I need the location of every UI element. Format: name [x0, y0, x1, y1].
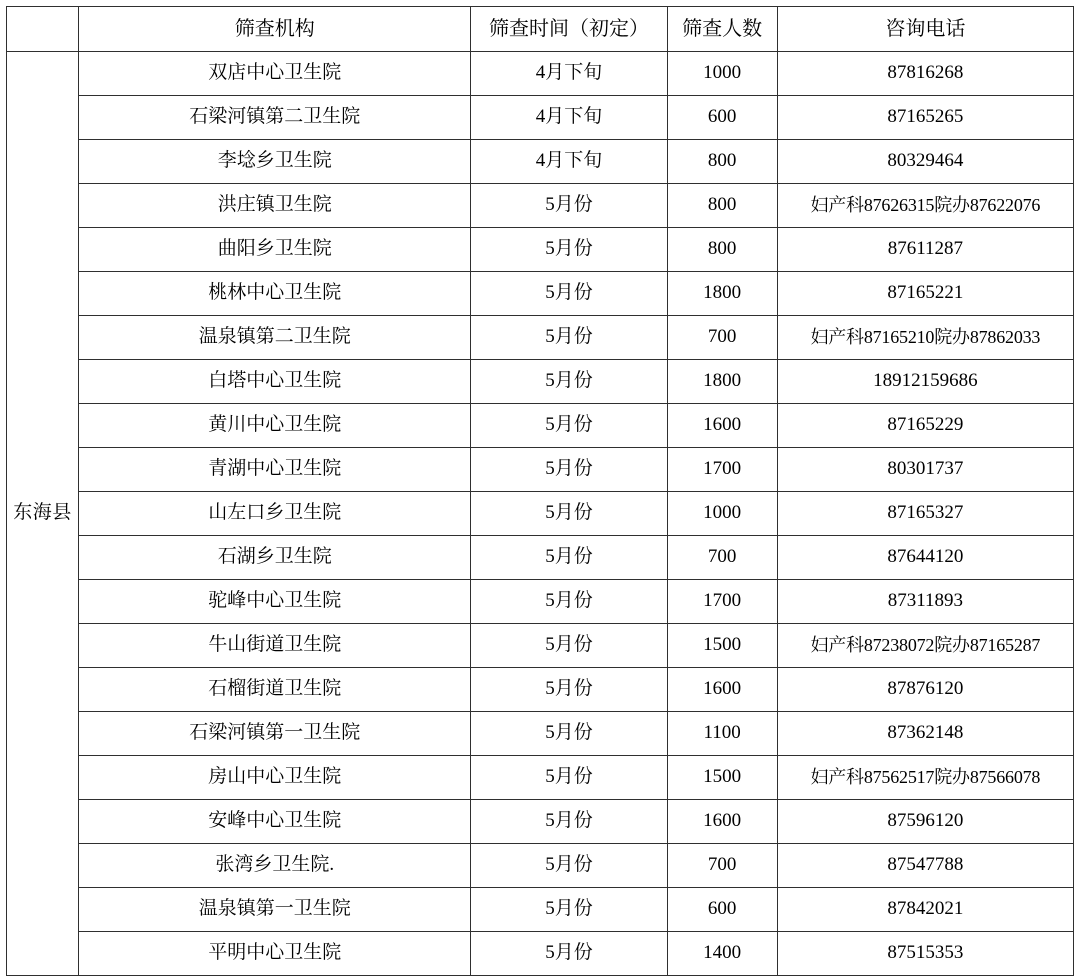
organization-cell: 石梁河镇第二卫生院: [79, 96, 471, 140]
table-row: [7, 712, 1074, 756]
count-cell: 1400: [667, 932, 777, 976]
organization-cell: 桃林中心卫生院: [79, 272, 471, 316]
time-cell: 4月下旬: [471, 96, 667, 140]
time-cell: 4月下旬: [471, 52, 667, 96]
count-cell: 1000: [667, 52, 777, 96]
phone-cell: 87165229: [777, 404, 1073, 448]
time-cell: 5月份: [471, 536, 667, 580]
table-row: [7, 492, 1074, 536]
count-cell: 1600: [667, 800, 777, 844]
phone-cell: 87165265: [777, 96, 1073, 140]
time-cell: 5月份: [471, 228, 667, 272]
table-row: [7, 932, 1074, 976]
table-row: [7, 140, 1074, 184]
header-organization: 筛查机构: [79, 7, 471, 52]
organization-cell: 温泉镇第二卫生院: [79, 316, 471, 360]
count-cell: 1500: [667, 624, 777, 668]
phone-cell: 87876120: [777, 668, 1073, 712]
header-time: 筛查时间（初定）: [471, 7, 667, 52]
phone-cell: 87165221: [777, 272, 1073, 316]
time-cell: 5月份: [471, 932, 667, 976]
time-cell: 5月份: [471, 272, 667, 316]
time-cell: 5月份: [471, 888, 667, 932]
phone-cell: 87611287: [777, 228, 1073, 272]
table-row: [7, 448, 1074, 492]
table-row: [7, 800, 1074, 844]
phone-cell: 87816268: [777, 52, 1073, 96]
time-cell: 5月份: [471, 360, 667, 404]
organization-cell: 牛山街道卫生院: [79, 624, 471, 668]
table-row: [7, 756, 1074, 800]
count-cell: 800: [667, 228, 777, 272]
region-cell: 东海县: [7, 52, 79, 976]
table-row: [7, 844, 1074, 888]
organization-cell: 黄川中心卫生院: [79, 404, 471, 448]
time-cell: 5月份: [471, 492, 667, 536]
phone-cell: 87515353: [777, 932, 1073, 976]
count-cell: 1500: [667, 756, 777, 800]
phone-cell: 80329464: [777, 140, 1073, 184]
phone-cell: 80301737: [777, 448, 1073, 492]
time-cell: 5月份: [471, 844, 667, 888]
count-cell: 600: [667, 96, 777, 140]
header-count: 筛查人数: [667, 7, 777, 52]
count-cell: 1600: [667, 668, 777, 712]
organization-cell: 曲阳乡卫生院: [79, 228, 471, 272]
organization-cell: 山左口乡卫生院: [79, 492, 471, 536]
phone-cell: 妇产科87238072院办87165287: [777, 624, 1073, 668]
table-row: [7, 888, 1074, 932]
table-row: [7, 360, 1074, 404]
count-cell: 600: [667, 888, 777, 932]
table-row: [7, 96, 1074, 140]
count-cell: 800: [667, 184, 777, 228]
time-cell: 5月份: [471, 580, 667, 624]
phone-cell: 妇产科87165210院办87862033: [777, 316, 1073, 360]
count-cell: 1700: [667, 448, 777, 492]
table-row: [7, 668, 1074, 712]
time-cell: 5月份: [471, 712, 667, 756]
count-cell: 1800: [667, 272, 777, 316]
count-cell: 1100: [667, 712, 777, 756]
organization-cell: 青湖中心卫生院: [79, 448, 471, 492]
count-cell: 700: [667, 316, 777, 360]
table-row: [7, 272, 1074, 316]
count-cell: 1600: [667, 404, 777, 448]
count-cell: 700: [667, 844, 777, 888]
count-cell: 800: [667, 140, 777, 184]
time-cell: 5月份: [471, 756, 667, 800]
table-row: [7, 624, 1074, 668]
table-body: [7, 52, 1074, 976]
table-row: [7, 52, 1074, 96]
time-cell: 5月份: [471, 316, 667, 360]
time-cell: 5月份: [471, 448, 667, 492]
phone-cell: 87362148: [777, 712, 1073, 756]
table-row: [7, 404, 1074, 448]
header-phone: 咨询电话: [777, 7, 1073, 52]
organization-cell: 石榴街道卫生院: [79, 668, 471, 712]
time-cell: 5月份: [471, 668, 667, 712]
table-header: [7, 7, 1074, 52]
organization-cell: 白塔中心卫生院: [79, 360, 471, 404]
header-row: [7, 7, 1074, 52]
time-cell: 5月份: [471, 800, 667, 844]
table-row: [7, 184, 1074, 228]
phone-cell: 18912159686: [777, 360, 1073, 404]
organization-cell: 洪庄镇卫生院: [79, 184, 471, 228]
phone-cell: 87165327: [777, 492, 1073, 536]
phone-cell: 87547788: [777, 844, 1073, 888]
organization-cell: 平明中心卫生院: [79, 932, 471, 976]
organization-cell: 石湖乡卫生院: [79, 536, 471, 580]
organization-cell: 李埝乡卫生院: [79, 140, 471, 184]
organization-cell: 石梁河镇第一卫生院: [79, 712, 471, 756]
organization-cell: 张湾乡卫生院.: [79, 844, 471, 888]
organization-cell: 安峰中心卫生院: [79, 800, 471, 844]
time-cell: 4月下旬: [471, 140, 667, 184]
organization-cell: 温泉镇第一卫生院: [79, 888, 471, 932]
time-cell: 5月份: [471, 184, 667, 228]
table-row: [7, 580, 1074, 624]
phone-cell: 妇产科87562517院办87566078: [777, 756, 1073, 800]
phone-cell: 87311893: [777, 580, 1073, 624]
phone-cell: 87842021: [777, 888, 1073, 932]
time-cell: 5月份: [471, 624, 667, 668]
table-row: [7, 228, 1074, 272]
header-region: [7, 7, 79, 52]
organization-cell: 双店中心卫生院: [79, 52, 471, 96]
organization-cell: 房山中心卫生院: [79, 756, 471, 800]
count-cell: 1700: [667, 580, 777, 624]
phone-cell: 妇产科87626315院办87622076: [777, 184, 1073, 228]
table-row: [7, 536, 1074, 580]
table-row: [7, 316, 1074, 360]
count-cell: 1800: [667, 360, 777, 404]
organization-cell: 驼峰中心卫生院: [79, 580, 471, 624]
count-cell: 700: [667, 536, 777, 580]
phone-cell: 87644120: [777, 536, 1073, 580]
phone-cell: 87596120: [777, 800, 1073, 844]
time-cell: 5月份: [471, 404, 667, 448]
count-cell: 1000: [667, 492, 777, 536]
screening-schedule-table: [6, 6, 1074, 976]
